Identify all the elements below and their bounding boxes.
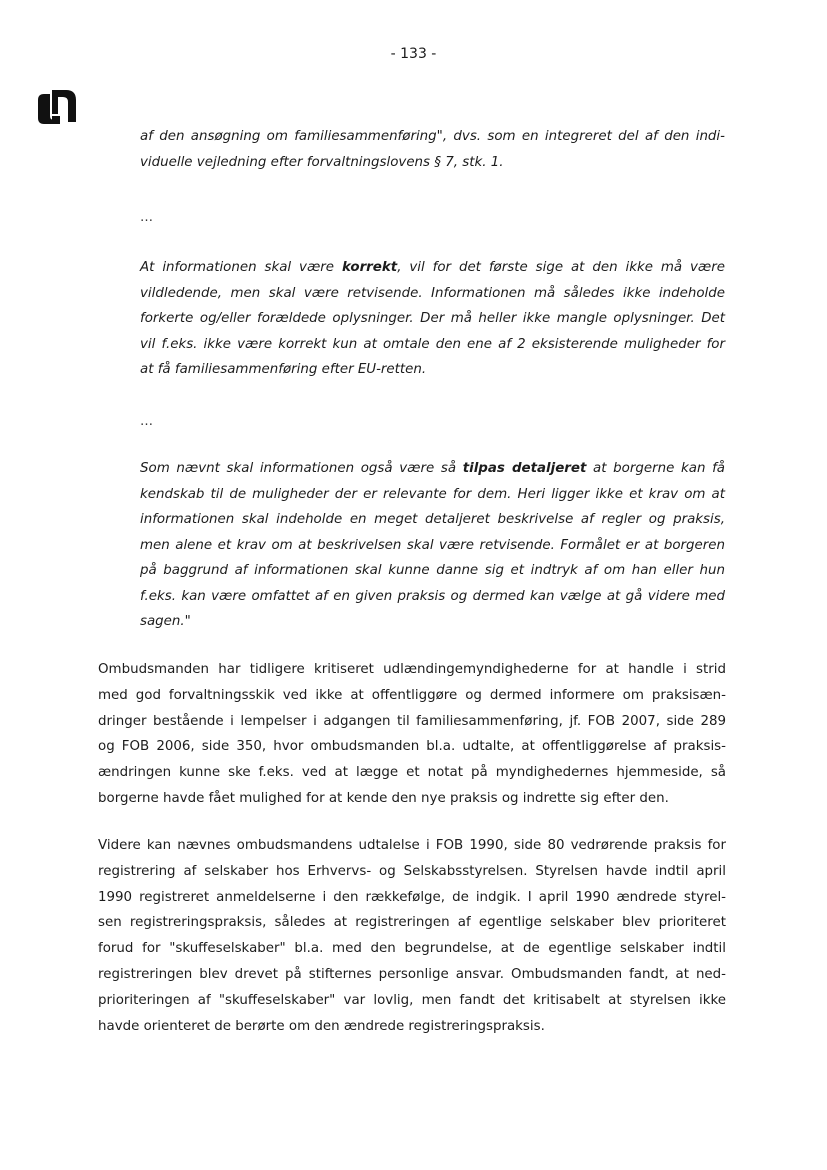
paragraph-line: med god forvaltningsskik ved ikke at offentliggøre og dermed informere om praksisæn-: [98, 687, 726, 703]
paragraph-line: Videre kan nævnes ombudsmandens udtalelse i FOB 1990, side 80 vedrørende praksis for: [98, 838, 726, 853]
quote-line: f.eks. kan være omfattet af en given praksis og dermed kan vælge at gå videre med: [140, 588, 725, 604]
quote-line: informationen skal indeholde en meget detaljeret beskrivelse af regler og praksis,: [140, 512, 725, 527]
emphasis-korrekt: korrekt: [341, 260, 398, 275]
page-number: - 133 -: [390, 46, 437, 62]
quote-text: at borgerne kan få: [586, 461, 725, 476]
paragraph-line: havde orienteret de berørte om den ændrede registreringspraksis.: [98, 1018, 545, 1034]
quote-text: Som nævnt skal informationen også være så: [140, 461, 463, 476]
quote-line: på baggrund af informationen skal kunne danne sig et indtryk af om han eller hun: [140, 563, 725, 578]
quote-line: forkerte og/eller forældede oplysninger. Der må heller ikke mangle oplysninger. Det: [140, 311, 725, 326]
body-paragraph-1: [98, 657, 726, 812]
ellipsis-marker: …: [140, 210, 153, 225]
folketing-logo-icon: [36, 88, 78, 124]
quote-line: men alene et krav om at beskrivelsen skal være retvisende. Formålet er at borgeren: [140, 537, 725, 553]
quote-line: kendskab til de muligheder der er relevante for dem. Heri ligger ikke et krav om at: [140, 486, 725, 502]
quote-text: , vil for det første sige at den ikke må være: [397, 260, 725, 275]
paragraph-line: og FOB 2006, side 350, hvor ombudsmanden bl.a. udtalte, at offentliggørelse af praksis-: [98, 739, 726, 755]
quote-line: vil f.eks. ikke være korrekt kun at omtale den ene af 2 eksisterende muligheder for: [140, 336, 725, 352]
quote-line: vildledende, men skal være retvisende. Informationen må således ikke indeholde: [140, 285, 725, 301]
quote-line: af den ansøgning om familiesammenføring", dvs. som en integreret del af den indi-: [140, 129, 725, 144]
paragraph-line: Ombudsmanden har tidligere kritiseret udlændingemyndighederne for at handle i strid: [98, 662, 726, 677]
quote-line-first: [140, 456, 725, 482]
quote-line: viduelle vejledning efter forvaltningslovens § 7, stk. 1.: [140, 154, 504, 170]
quote-correct: [140, 255, 725, 383]
quote-detailed: [140, 456, 725, 635]
paragraph-line: prioriteringen af "skuffeselskaber" var lovlig, men fandt det kritisabelt at styrelsen ikke: [98, 992, 726, 1008]
body-paragraph-2: [98, 833, 726, 1039]
quote-text: At informationen skal være: [140, 260, 342, 275]
paragraph-line: sen registreringspraksis, således at registreringen af egentlige selskaber blev prioriteret: [98, 915, 726, 931]
quote-intro: [140, 124, 725, 175]
ellipsis-marker: …: [140, 414, 153, 429]
paragraph-line: forud for "skuffeselskaber" bl.a. med den begrundelse, at de egentlige selskaber indtil: [98, 941, 726, 957]
quote-line: sagen.": [140, 614, 191, 629]
paragraph-line: dringer bestående i lempelser i adgangen til familiesammenføring, jf. FOB 2007, side 289: [98, 713, 726, 729]
paragraph-line: borgerne havde fået mulighed for at kende den nye praksis og indrette sig efter den.: [98, 790, 669, 806]
paragraph-line: registreringen blev drevet på stifternes personlige ansvar. Ombudsmanden fandt, at ned-: [98, 966, 726, 982]
quote-line: at få familiesammenføring efter EU-retten.: [140, 362, 427, 377]
paragraph-line: registrering af selskaber hos Erhvervs- og Selskabsstyrelsen. Styrelsen havde indtil april: [98, 863, 726, 879]
paragraph-line: 1990 registreret anmeldelserne i den rækkefølge, de indgik. I april 1990 ændrede styrel-: [98, 889, 726, 905]
emphasis-tilpas-detaljeret: tilpas detaljeret: [462, 461, 587, 476]
paragraph-line: ændringen kunne ske f.eks. ved at lægge et notat på myndighedernes hjemmeside, så: [98, 765, 726, 781]
quote-line-first: [140, 255, 725, 281]
